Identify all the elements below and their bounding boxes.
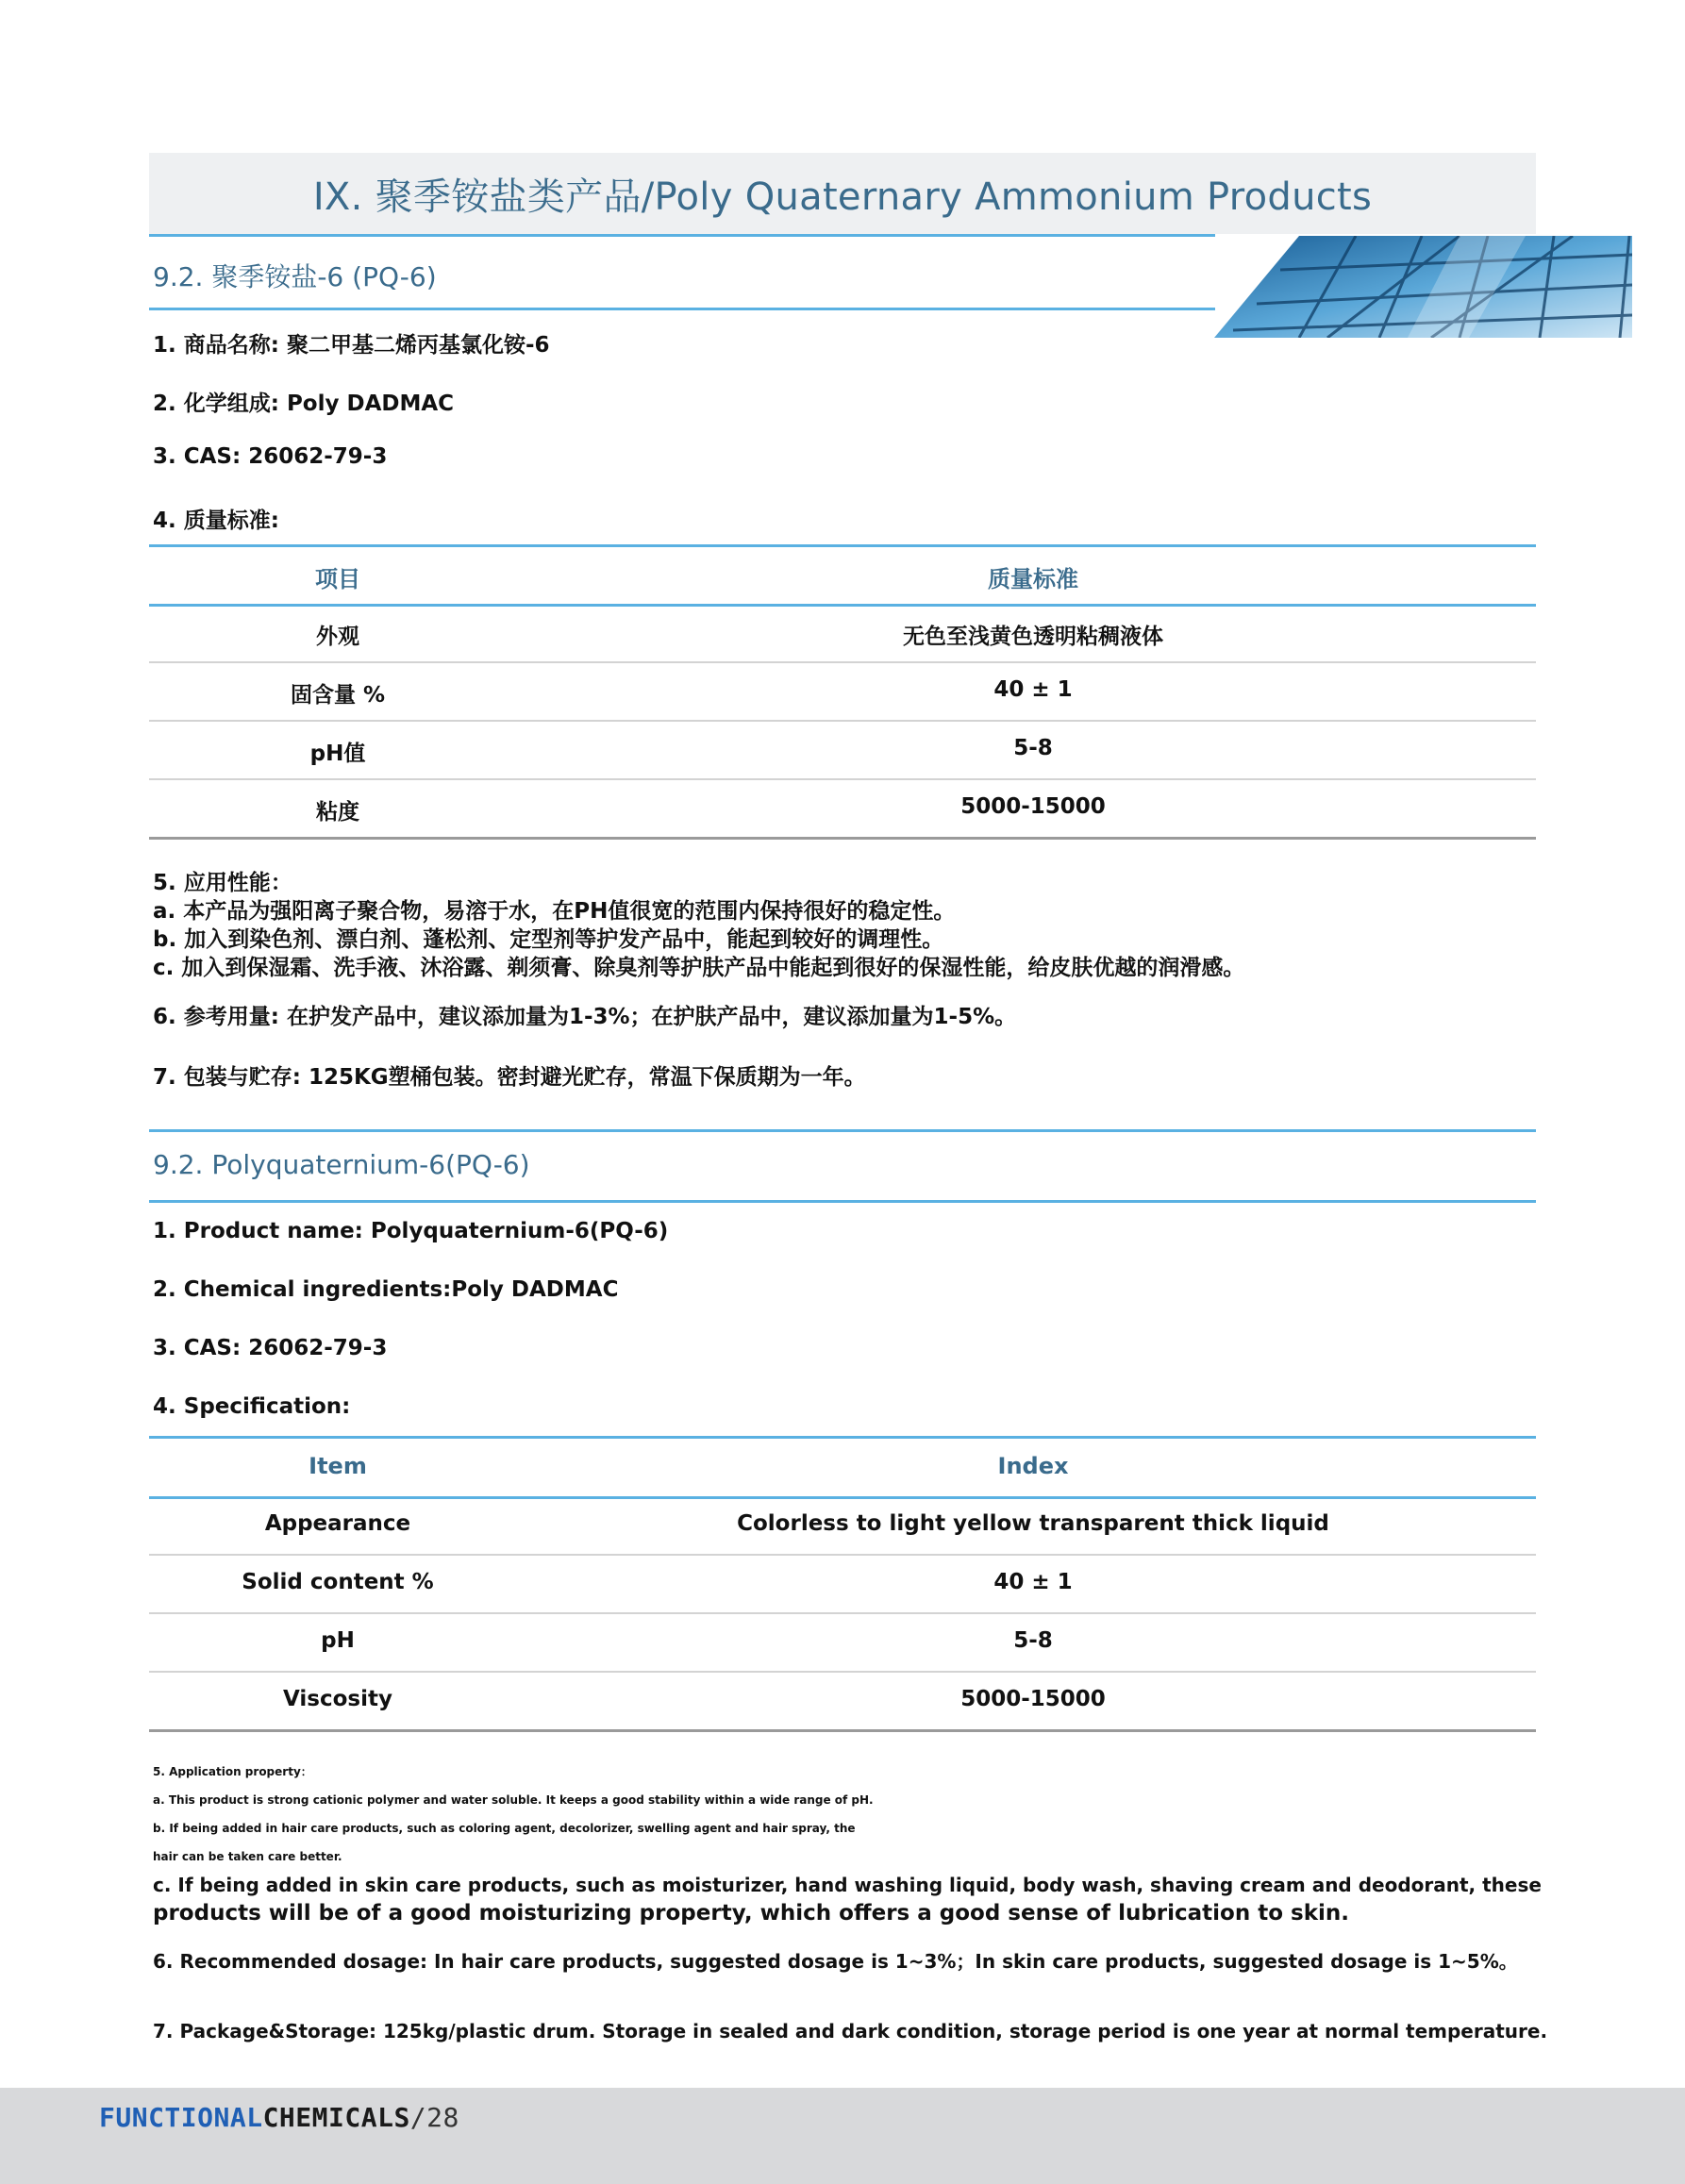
cn-application-a: a. 本产品为强阳离子聚合物，易溶于水，在PH值很宽的范围内保持很好的稳定性。 bbox=[153, 899, 956, 924]
table-cell: Solid content % bbox=[242, 1570, 434, 1594]
cn-section-heading: 9.2. 聚季铵盐-6 (PQ-6) bbox=[153, 261, 437, 292]
table-row-rule bbox=[149, 1671, 1536, 1673]
table-row-rule bbox=[149, 720, 1536, 722]
en-application-b: b. If being added in hair care products, such as coloring agent, decolorizer, swelling agent and hair spray, the bbox=[153, 1822, 856, 1835]
table-row-rule bbox=[149, 1612, 1536, 1614]
en-cas: 3. CAS: 26062-79-3 bbox=[153, 1336, 388, 1360]
en-application-a: a. This product is strong cationic polymer and water soluble. It keeps a good stability within a wide range of pH. bbox=[153, 1793, 874, 1807]
cn-application-b: b. 加入到染色剂、漂白剂、蓬松剂、定型剂等护发产品中，能起到较好的调理性。 bbox=[153, 927, 944, 952]
page-title: IX. 聚季铵盐类产品/Poly Quaternary Ammonium Products bbox=[312, 175, 1373, 219]
table-bottom-rule bbox=[149, 1729, 1536, 1732]
cn-application-c: c. 加入到保湿霜、洗手液、沐浴露、剃须膏、除臭剂等护肤产品中能起到很好的保湿性能，给皮肤优越的润滑感。 bbox=[153, 956, 1245, 980]
table-row-rule bbox=[149, 778, 1536, 780]
table-header-rule bbox=[149, 604, 1536, 607]
cn-application-block bbox=[153, 869, 1244, 982]
table-cell: 外观 bbox=[316, 625, 359, 649]
table-cell: pH bbox=[321, 1628, 355, 1653]
table-cell: Viscosity bbox=[283, 1687, 392, 1711]
table-bottom-rule bbox=[149, 837, 1536, 840]
table-top-rule bbox=[149, 1436, 1536, 1439]
footer-chemicals: CHEMICALS bbox=[262, 2102, 410, 2133]
title-band bbox=[149, 153, 1536, 234]
en-package-storage: 7. Package&Storage: 125kg/plastic drum. Storage in sealed and dark condition, storage period is one year at normal temperature. bbox=[153, 2020, 1548, 2042]
table-header-item: 项目 bbox=[315, 566, 360, 592]
table-cell: 40 ± 1 bbox=[993, 677, 1073, 702]
en-dosage: 6. Recommended dosage: In hair care products, suggested dosage is 1~3%；In skin care products, suggested dosage is 1~5%。 bbox=[153, 1950, 1518, 1973]
cn-quality-standard-label: 4. 质量标准: bbox=[153, 508, 279, 533]
cn-cas: 3. CAS: 26062-79-3 bbox=[153, 444, 388, 469]
table-row-rule bbox=[149, 661, 1536, 663]
cn-chemical-composition: 2. 化学组成: Poly DADMAC bbox=[153, 392, 455, 416]
table-header-item: Item bbox=[309, 1453, 367, 1479]
footer-functional: FUNCTIONAL bbox=[99, 2102, 263, 2133]
table-header-standard: 质量标准 bbox=[988, 566, 1078, 592]
en-application-block bbox=[153, 1758, 1542, 1927]
building-graphic bbox=[1214, 236, 1632, 338]
cn-package-storage: 7. 包装与贮存: 125KG塑桶包装。密封避光贮存，常温下保质期为一年。 bbox=[153, 1065, 866, 1090]
table-cell: 固含量 % bbox=[290, 683, 386, 708]
table-cell: 5000-15000 bbox=[960, 1687, 1106, 1711]
cn-product-name: 1. 商品名称: 聚二甲基二烯丙基氯化铵-6 bbox=[153, 333, 550, 358]
en-product-name: 1. Product name: Polyquaternium-6(PQ-6) bbox=[153, 1219, 669, 1243]
table-cell: 5000-15000 bbox=[960, 794, 1106, 819]
en-application-b-cont: hair can be taken care better. bbox=[153, 1850, 342, 1863]
footer-brand bbox=[99, 2102, 459, 2133]
table-header-index: Index bbox=[997, 1453, 1069, 1479]
table-cell: Appearance bbox=[264, 1511, 411, 1536]
en-specification-label: 4. Specification: bbox=[153, 1394, 351, 1419]
en-heading-underline bbox=[149, 1200, 1536, 1203]
cn-heading-underline bbox=[149, 308, 1215, 310]
table-cell: 5-8 bbox=[1013, 1628, 1053, 1653]
table-cell: 粘度 bbox=[316, 800, 359, 825]
table-cell: pH值 bbox=[309, 742, 366, 766]
table-cell: 5-8 bbox=[1013, 736, 1053, 760]
table-top-rule bbox=[149, 544, 1536, 547]
en-application-c-cont: products will be of a good moisturizing property, which offers a good sense of lubrication to skin. bbox=[153, 1901, 1350, 1926]
page-number: /28 bbox=[409, 2102, 459, 2133]
cn-application-title: 5. 应用性能： bbox=[153, 871, 292, 895]
title-underline bbox=[149, 234, 1215, 237]
en-section-heading: 9.2. Polyquaternium-6(PQ-6) bbox=[153, 1149, 530, 1180]
table-cell: 无色至浅黄色透明粘稠液体 bbox=[903, 625, 1163, 649]
table-cell: Colorless to light yellow transparent thick liquid bbox=[737, 1511, 1329, 1536]
en-chemical-ingredients: 2. Chemical ingredients:Poly DADMAC bbox=[153, 1277, 619, 1302]
en-section-top-rule bbox=[149, 1129, 1536, 1132]
en-application-title: 5. Application property： bbox=[153, 1765, 312, 1778]
cn-dosage: 6. 参考用量: 在护发产品中，建议添加量为1-3%；在护肤产品中，建议添加量为1-5%。 bbox=[153, 1005, 1017, 1029]
table-row-rule bbox=[149, 1554, 1536, 1556]
table-header-rule bbox=[149, 1496, 1536, 1499]
en-application-c: c. If being added in skin care products, such as moisturizer, hand washing liquid, body wash, shaving cream and deodorant, these bbox=[153, 1874, 1542, 1896]
table-cell: 40 ± 1 bbox=[993, 1570, 1073, 1594]
